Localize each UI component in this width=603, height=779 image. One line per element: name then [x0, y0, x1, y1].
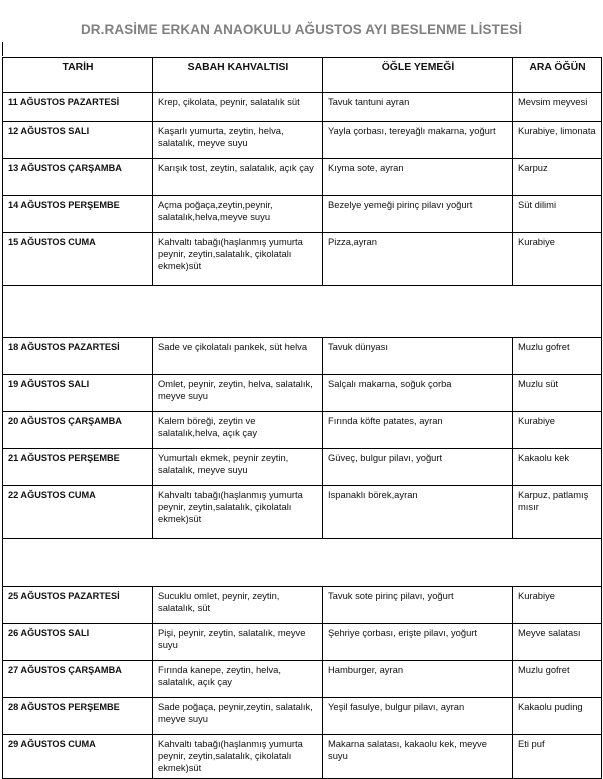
breakfast-cell: Omlet, peynir, zeytin, helva, salatalık, meyve suyu: [153, 375, 323, 412]
lunch-cell: Yeşil fasulye, bulgur pilavı, ayran: [323, 698, 513, 735]
table-row: [3, 93, 602, 122]
table-row: [3, 159, 602, 196]
date-cell: 11 AĞUSTOS PAZARTESİ: [3, 93, 153, 122]
breakfast-cell: Sade ve çikolatalı pankek, süt helva: [153, 338, 323, 375]
spacer-cell: [3, 286, 602, 338]
lunch-cell: Güveç, bulgur pilavı, yoğurt: [323, 449, 513, 486]
breakfast-cell: Kahvaltı tabağı(haşlanmış yumurta peynir, zeytin,salatalık, çikolatalı ekmek)süt: [153, 486, 323, 539]
breakfast-cell: Krep, çikolata, peynir, salatalık süt: [153, 93, 323, 122]
table-row: [3, 375, 602, 412]
weekend-spacer-row: [3, 286, 602, 338]
lunch-cell: Hamburger, ayran: [323, 661, 513, 698]
breakfast-cell: Kalem böreği, zeytin ve salatalık,helva, açık çay: [153, 412, 323, 449]
column-header-breakfast: SABAH KAHVALTISI: [153, 58, 323, 93]
snack-cell: Muzlu gofret: [513, 661, 602, 698]
breakfast-cell: Açma poğaça,zeytin,peynir, salatalık,helva,meyve suyu: [153, 196, 323, 233]
table-row: [3, 661, 602, 698]
lunch-cell: Tavuk dünyası: [323, 338, 513, 375]
date-cell: 27 AĞUSTOS ÇARŞAMBA: [3, 661, 153, 698]
breakfast-cell: Sade poğaça, peynir,zeytin, salatalık, meyve suyu: [153, 698, 323, 735]
breakfast-cell: Yumurtalı ekmek, peynir zeytin, salatalık, meyve suyu: [153, 449, 323, 486]
snack-cell: Karpuz: [513, 159, 602, 196]
breakfast-cell: Fırında kanepe, zeytin, helva, salatalık, açık çay: [153, 661, 323, 698]
breakfast-cell: Pişi, peynir, zeytin, salatalık, meyve suyu: [153, 624, 323, 661]
lunch-cell: Tavuk tantuni ayran: [323, 93, 513, 122]
date-cell: 15 AĞUSTOS CUMA: [3, 233, 153, 286]
snack-cell: Kakaolu kek: [513, 449, 602, 486]
meal-table: [2, 57, 602, 779]
date-cell: 13 AĞUSTOS ÇARŞAMBA: [3, 159, 153, 196]
snack-cell: Muzlu gofret: [513, 338, 602, 375]
date-cell: 18 AĞUSTOS PAZARTESİ: [3, 338, 153, 375]
table-row: [3, 624, 602, 661]
margin-mark: [2, 42, 3, 56]
table-row: [3, 412, 602, 449]
date-cell: 12 AĞUSTOS SALI: [3, 122, 153, 159]
breakfast-cell: Kaşarlı yumurta, zeytin, helva, salatalık, meyve suyu: [153, 122, 323, 159]
lunch-cell: Tavuk sote pirinç pilavı, yoğurt: [323, 587, 513, 624]
page-title: DR.RASİME ERKAN ANAOKULU AĞUSTOS AYI BESLENME LİSTESİ: [80, 22, 523, 37]
breakfast-cell: Kahvaltı tabağı(haşlanmış yumurta peynir, zeytin,salatalık, çikolatalı ekmek)süt: [153, 233, 323, 286]
date-cell: 14 AĞUSTOS PERŞEMBE: [3, 196, 153, 233]
lunch-cell: Kıyma sote, ayran: [323, 159, 513, 196]
date-cell: 21 AĞUSTOS PERŞEMBE: [3, 449, 153, 486]
table-row: [3, 122, 602, 159]
table-row: [3, 338, 602, 375]
table-row: [3, 735, 602, 779]
breakfast-cell: Kahvaltı tabağı(haşlanmış yumurta peynir, zeytin,salatalık, çikolatalı ekmek)süt: [153, 735, 323, 779]
lunch-cell: Yayla çorbası, tereyağlı makarna, yoğurt: [323, 122, 513, 159]
table-row: [3, 698, 602, 735]
breakfast-cell: Sucuklu omlet, peynir, zeytin, salatalık, süt: [153, 587, 323, 624]
snack-cell: Eti puf: [513, 735, 602, 779]
table-row: [3, 486, 602, 539]
snack-cell: Kurabiye, limonata: [513, 122, 602, 159]
breakfast-cell: Karışık tost, zeytin, salatalık, açık çay: [153, 159, 323, 196]
snack-cell: Kurabiye: [513, 587, 602, 624]
snack-cell: Kakaolu puding: [513, 698, 602, 735]
date-cell: 22 AĞUSTOS CUMA: [3, 486, 153, 539]
date-cell: 20 AĞUSTOS ÇARŞAMBA: [3, 412, 153, 449]
column-header-date: TARİH: [3, 58, 153, 93]
snack-cell: Mevsim meyvesi: [513, 93, 602, 122]
snack-cell: Süt dilimi: [513, 196, 602, 233]
snack-cell: Meyve salatası: [513, 624, 602, 661]
date-cell: 28 AĞUSTOS PERŞEMBE: [3, 698, 153, 735]
date-cell: 26 AĞUSTOS SALI: [3, 624, 153, 661]
date-cell: 29 AĞUSTOS CUMA: [3, 735, 153, 779]
date-cell: 25 AĞUSTOS PAZARTESİ: [3, 587, 153, 624]
snack-cell: Kurabiye: [513, 233, 602, 286]
column-header-snack: ARA ÖĞÜN: [513, 58, 602, 93]
lunch-cell: Ispanaklı börek,ayran: [323, 486, 513, 539]
column-header-lunch: ÖĞLE YEMEĞİ: [323, 58, 513, 93]
weekend-spacer-row: [3, 539, 602, 587]
lunch-cell: Şehriye çorbası, erişte pilavı, yoğurt: [323, 624, 513, 661]
snack-cell: Kurabiye: [513, 412, 602, 449]
table-row: [3, 233, 602, 286]
table-row: [3, 587, 602, 624]
snack-cell: Muzlu süt: [513, 375, 602, 412]
lunch-cell: Pizza,ayran: [323, 233, 513, 286]
spacer-cell: [3, 539, 602, 587]
snack-cell: Karpuz, patlamış mısır: [513, 486, 602, 539]
lunch-cell: Makarna salatası, kakaolu kek, meyve suyu: [323, 735, 513, 779]
table-row: [3, 196, 602, 233]
lunch-cell: Fırında köfte patates, ayran: [323, 412, 513, 449]
lunch-cell: Salçalı makarna, soğuk çorba: [323, 375, 513, 412]
table-row: [3, 449, 602, 486]
date-cell: 19 AĞUSTOS SALI: [3, 375, 153, 412]
table-header-row: [3, 58, 602, 93]
lunch-cell: Bezelye yemeği pirinç pilavı yoğurt: [323, 196, 513, 233]
